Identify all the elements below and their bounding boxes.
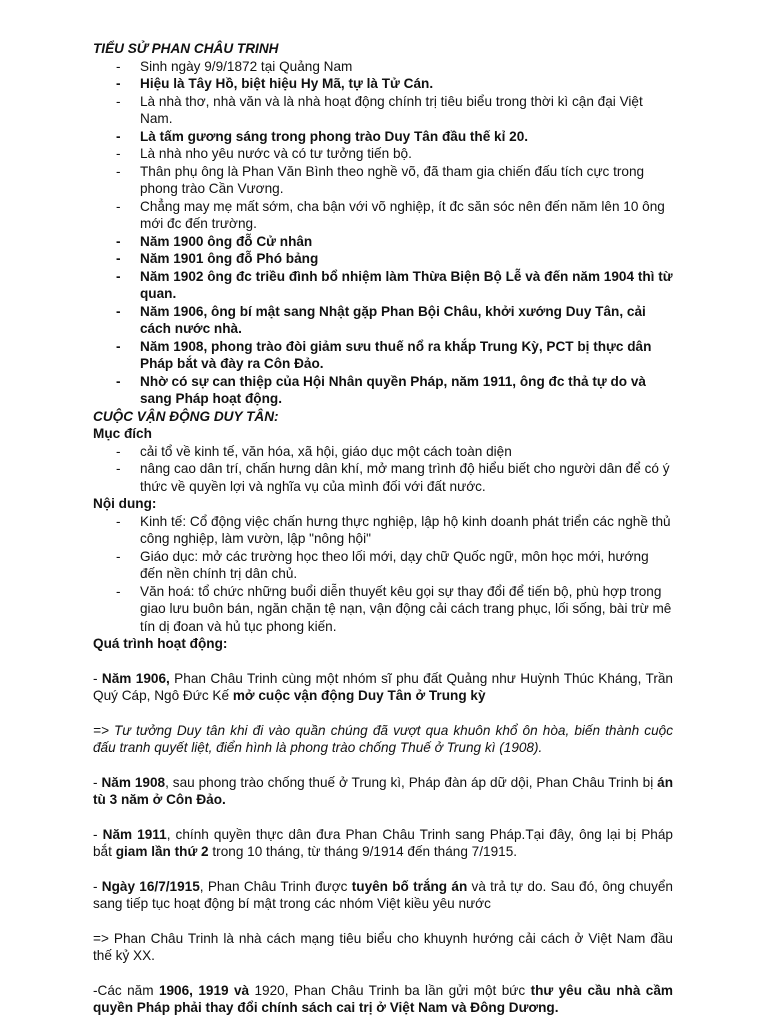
bio-item: - Hiệu là Tây Hồ, biệt hiệu Hy Mã, tự là Tử Cán. <box>93 75 673 93</box>
bio-item: - Là tấm gương sáng trong phong trào Duy Tân đầu thế kỉ 20. <box>93 128 673 146</box>
bio-item: - Năm 1900 ông đỗ Cử nhân <box>93 233 673 251</box>
purpose-item: - cải tổ về kinh tế, văn hóa, xã hội, giáo dục một cách toàn diện <box>93 443 673 461</box>
content-item: - Giáo dục: mở các trường học theo lối mới, dạy chữ Quốc ngữ, môn học mới, hướng đến nền chính trị dân chủ. <box>93 548 673 583</box>
process-conclusion-1: => Tư tưởng Duy tân khi đi vào quần chúng đã vượt qua khuôn khổ ôn hòa, biến thành cuộc đấu tranh quyết liệt, điển hình là phong trào chống Thuế ở Trung kì (1908). <box>93 722 673 755</box>
bio-item: - Năm 1902 ông đc triều đình bổ nhiệm làm Thừa Biện Bộ Lễ và đến năm 1904 thì từ quan. <box>93 268 673 303</box>
content-label: Nội dung: <box>93 496 157 511</box>
process-paragraph-1908: - Năm 1908, sau phong trào chống thuế ở Trung kì, Pháp đàn áp dữ dội, Phan Châu Trinh bị án tù 3 năm ở Côn Đảo. <box>93 774 674 807</box>
process-paragraph-letters: -Các năm 1906, 1919 và 1920, Phan Châu Trinh ba lần gửi một bức thư yêu cầu nhà cầm quyền Pháp phải thay đổi chính sách cai trị ở Việt Nam và Đông Dương. <box>93 982 674 1015</box>
process-label: Quá trình hoạt động: <box>93 636 228 651</box>
content-item: - Văn hoá: tổ chức những buổi diễn thuyết kêu gọi sự thay đổi để tiến bộ, phù hợp trong giao lưu buôn bán, ngăn chặn tệ nạn, vận động cải cách trang phục, lối sống, bài trừ mê tín dị đoan và hủ tục phong kiến. <box>93 583 673 636</box>
process-paragraph-1906: - Năm 1906, Phan Châu Trinh cùng một nhóm sĩ phu đất Quảng như Huỳnh Thúc Kháng, Trần Quý Cáp, Ngô Đức Kế mở cuộc vận động Duy Tân ở Trung kỳ <box>93 670 673 703</box>
bio-item: - Sinh ngày 9/9/1872 tại Quảng Nam <box>93 58 673 76</box>
content-list <box>93 513 673 636</box>
process-paragraph-1915: - Ngày 16/7/1915, Phan Châu Trinh được tuyên bố trắng án và trả tự do. Sau đó, ông chuyển sang tiếp tục hoạt động bí mật trong các nhóm Việt kiều yêu nước <box>93 878 673 911</box>
bio-item: - Năm 1906, ông bí mật sang Nhật gặp Phan Bội Châu, khởi xướng Duy Tân, cải cách nước nhà. <box>93 303 673 338</box>
content-item: - Kinh tế: Cổ động việc chấn hưng thực nghiệp, lập hộ kinh doanh phát triển các nghề thủ công nghiệp, làm vườn, lập "nông hội" <box>93 513 673 548</box>
movement-heading: CUỘC VẬN ĐỘNG DUY TÂN: <box>93 408 279 424</box>
bio-item: - Năm 1908, phong trào đòi giảm sưu thuế nổ ra khắp Trung Kỳ, PCT bị thực dân Pháp bắt và đày ra Côn Đảo. <box>93 338 673 373</box>
bio-item: - Chẳng may mẹ mất sớm, cha bận với võ nghiệp, ít đc săn sóc nên đến năm lên 10 ông mới đc đến trường. <box>93 198 673 233</box>
bio-item: - Thân phụ ông là Phan Văn Bình theo nghề võ, đã tham gia chiến đấu tích cực trong phong trào Cần Vương. <box>93 163 673 198</box>
process-paragraph-1911: - Năm 1911, chính quyền thực dân đưa Phan Châu Trinh sang Pháp.Tại đây, ông lại bị Pháp bắt giam lần thứ 2 trong 10 tháng, từ tháng 9/1914 đến tháng 7/1915. <box>93 826 673 859</box>
document-title: TIỂU SỬ PHAN CHÂU TRINH <box>93 41 279 56</box>
process-conclusion-2: => Phan Châu Trinh là nhà cách mạng tiêu biểu cho khuynh hướng cải cách ở Việt Nam đầu thế kỷ XX. <box>93 930 673 963</box>
bio-list <box>93 58 673 408</box>
bio-item: - Là nhà thơ, nhà văn và là nhà hoạt động chính trị tiêu biểu trong thời kì cận đại Việt Nam. <box>93 93 673 128</box>
purpose-item: - nâng cao dân trí, chấn hưng dân khí, mở mang trình độ hiểu biết cho người dân để có ý thức về quyền lợi và nghĩa vụ của mình đối với đất nước. <box>93 460 673 495</box>
bio-item: - Là nhà nho yêu nước và có tư tưởng tiến bộ. <box>93 145 673 163</box>
purpose-list <box>93 443 673 496</box>
bio-item: - Nhờ có sự can thiệp của Hội Nhân quyền Pháp, năm 1911, ông đc thả tự do và sang Pháp hoạt động. <box>93 373 673 408</box>
purpose-label: Mục đích <box>93 426 152 441</box>
bio-item: - Năm 1901 ông đỗ Phó bảng <box>93 250 673 268</box>
